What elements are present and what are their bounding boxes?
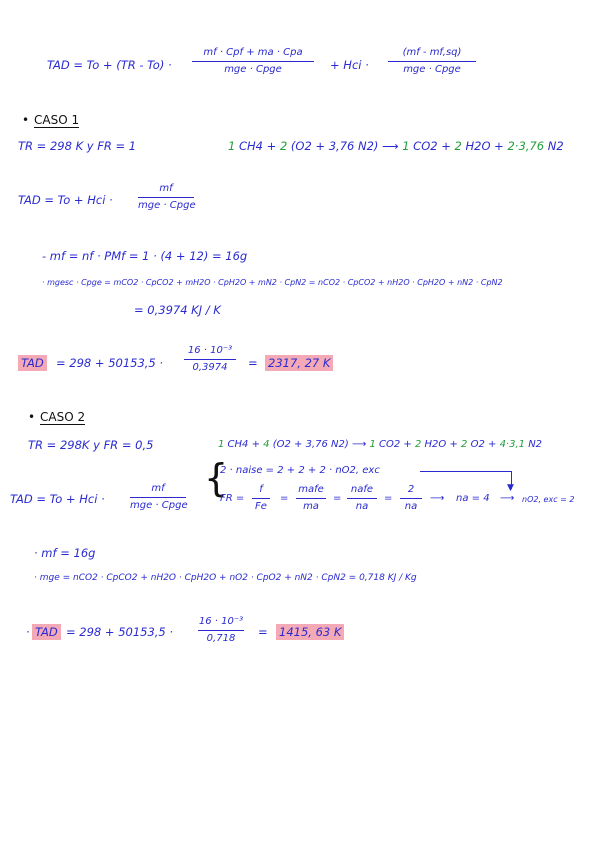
general-frac-2-den: mge · Cpge: [403, 64, 461, 75]
caso2-heading: CASO 2: [40, 410, 86, 424]
caso1-result-value: 2317, 27 K: [265, 358, 333, 370]
caso1-reaction: 1 CH4 + 2 (O2 + 3,76 N2) ⟶ 1 CO2 + 2 H2O + 2·3,76 N2: [228, 139, 564, 153]
caso1-result-label: TAD: [18, 358, 47, 370]
caso1-heading: CASO 1: [34, 113, 80, 127]
system-eq-1: =: [280, 493, 289, 504]
caso1-tad-frac-num: mf: [159, 183, 173, 194]
caso2-result-label: TAD: [32, 627, 61, 639]
system-fr-label: FR =: [220, 493, 245, 504]
system-no2: nO2, exc = 2: [522, 495, 575, 504]
system-brace: {: [204, 456, 229, 500]
caso2-result-frac-num: 16 · 10⁻³: [198, 616, 244, 627]
general-frac-2-num: (mf - mf,sq): [402, 47, 462, 58]
caso1-mgesc-line: · mgesc · Cpge = mCO2 · CpCO2 + mH2O · CpH2O + mN2 · CpN2 = nCO2 · CpCO2 + nH2O · CpH2O + nN2 · CpN2: [42, 278, 503, 287]
caso1-tad-frac-den: mge · Cpge: [138, 200, 196, 211]
caso1-result-frac-den: 0,3974: [192, 362, 228, 373]
caso1-conditions: TR = 298 K y FR = 1: [18, 139, 137, 153]
caso1-mgesc-value: = 0,3974 KJ / K: [134, 303, 221, 317]
general-frac-1: [192, 48, 314, 75]
caso1-mf-line: - mf = nf · PMf = 1 · (4 + 12) = 16g: [42, 249, 248, 263]
system-frac-2-den: ma: [303, 501, 319, 512]
system-frac-1: [252, 485, 270, 512]
system-frac-3-den: na: [355, 501, 369, 512]
caso2-result-equals: =: [258, 625, 268, 639]
caso2-bullet: •: [28, 410, 36, 424]
general-frac-2: [388, 48, 476, 75]
system-frac-2: [296, 485, 326, 512]
caso2-result-frac: [198, 617, 244, 644]
system-arrow-head: ▼: [507, 483, 514, 493]
caso2-result-frac-den: 0,718: [206, 633, 236, 644]
caso2-mge-line: · mge = nCO2 · CpCO2 + nH2O · CpH2O + nO2 · CpO2 + nN2 · CpN2 = 0,718 KJ / Kg: [34, 573, 417, 583]
system-frac-4-num: 2: [407, 484, 415, 495]
system-frac-1-num: f: [259, 484, 263, 495]
caso1-result-frac-num: 16 · 10⁻³: [187, 345, 233, 356]
caso2-tad-eq: TAD = To + Hci ·: [10, 492, 105, 506]
caso2-mf-line: · mf = 16g: [34, 546, 96, 560]
system-line-1: 2 · naise = 2 + 2 + 2 · nO2, exc: [220, 465, 380, 476]
caso1-bullet: •: [22, 113, 30, 127]
caso1-result-equals: =: [248, 356, 258, 370]
caso2-result-eq: = 298 + 50153,5 ·: [66, 625, 174, 639]
system-arrow-2: ⟶: [500, 493, 515, 504]
caso1-tad-frac: [138, 184, 194, 211]
caso1-result-eq: = 298 + 50153,5 ·: [56, 356, 164, 370]
system-frac-4-den: na: [404, 501, 418, 512]
caso1-result-frac: [184, 346, 236, 373]
general-eq-lhs: TAD = To + (TR - To) ·: [47, 58, 172, 72]
system-frac-4: [400, 485, 422, 512]
general-frac-1-den: mge · Cpge: [224, 64, 282, 75]
general-frac-1-num: mf · Cpf + ma · Cpa: [203, 47, 303, 58]
system-na: na = 4: [456, 493, 490, 504]
system-frac-1-den: Fe: [255, 501, 267, 512]
system-eq-3: =: [384, 493, 393, 504]
caso2-tad-frac-den: mge · Cpge: [130, 500, 188, 511]
system-frac-3: [347, 485, 377, 512]
caso2-result-bullet: ·: [26, 625, 30, 639]
system-eq-2: =: [333, 493, 342, 504]
caso2-conditions: TR = 298K y FR = 0,5: [28, 438, 154, 452]
caso2-tad-frac: [130, 484, 186, 511]
system-frac-3-num: nafe: [350, 484, 374, 495]
caso2-result-value: 1415, 63 K: [276, 627, 344, 639]
system-arrow-1: ⟶: [430, 493, 445, 504]
general-eq-mid: + Hci ·: [330, 58, 369, 72]
caso2-tad-frac-num: mf: [151, 483, 165, 494]
caso1-tad-eq: TAD = To + Hci ·: [18, 193, 113, 207]
caso2-reaction: 1 CH4 + 4 (O2 + 3,76 N2) ⟶ 1 CO2 + 2 H2O + 2 O2 + 4·3,1 N2: [218, 439, 543, 450]
system-frac-2-num: mafe: [298, 484, 324, 495]
system-arrow-h: [420, 471, 512, 472]
